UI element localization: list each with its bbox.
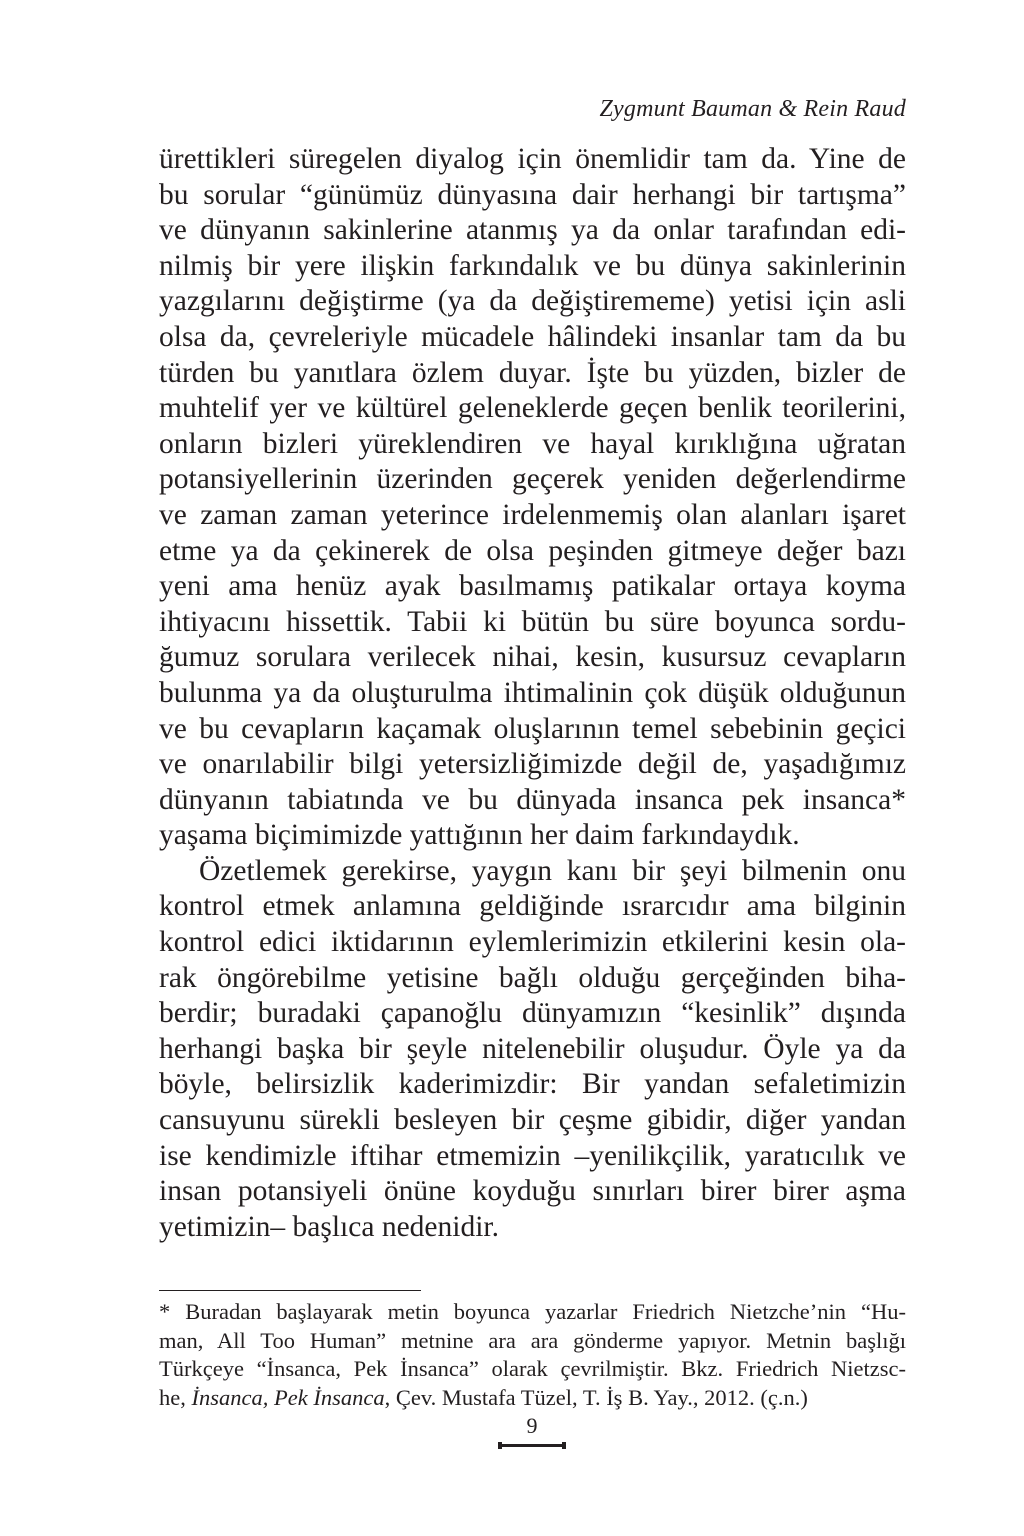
folio-ornament-icon [498, 1442, 566, 1448]
text-line: olsa da, çevreleriyle mücadele hâlindeki insanlar tam da bu [159, 320, 906, 353]
text-line: dünyanın tabiatında ve bu dünyada insanca pek insanca* [159, 783, 906, 816]
text-line: etme ya da çekinerek de olsa peşinden gitmeye değer bazı [159, 534, 906, 567]
text-line: yetimizin– başlıca nedenidir. [159, 1210, 499, 1243]
folio-cap-left [498, 1442, 502, 1449]
text-line: yaşama biçimimizde yattığının her daim farkındaydık. [159, 819, 800, 852]
text-line: onların bizleri yüreklendiren ve hayal kırıklığına uğratan [159, 427, 906, 460]
paragraph-1 [159, 142, 906, 854]
footnote-line: Türkçeye “İnsanca, Pek İnsanca” olarak çevrilmiştir. Bkz. Friedrich Nietzsc- [159, 1356, 906, 1381]
text-line: herhangi başka bir şeyle nitelenebilir oluşudur. Öyle ya da [159, 1032, 906, 1065]
footnote-line: man, All Too Human” metnine ara ara gönderme yapıyor. Metnin başlığı [159, 1327, 906, 1353]
body-text [159, 142, 906, 1245]
text-line: insan potansiyeli önüne koyduğu sınırları birer birer aşma [159, 1175, 906, 1208]
text-line: böyle, belirsizlik kaderimizdir: Bir yandan sefaletimizin [159, 1068, 906, 1101]
text-line: ve zaman zaman yeterince irdelenmemiş olan alanları işaret [159, 498, 906, 531]
text-line: berdir; buradaki çapanoğlu dünyamızın “kesinlik” dışında [159, 997, 906, 1030]
text-line: ğumuz sorulara verilecek nihai, kesin, kusursuz cevapların [159, 641, 906, 674]
page-number: 9 [526, 1413, 538, 1438]
running-header: Zygmunt Bauman & Rein Raud [599, 96, 906, 122]
text-line: cansuyunu sürekli besleyen bir çeşme gibidir, diğer yandan [159, 1104, 906, 1137]
text-line: ihtiyacını hissettik. Tabii ki bütün bu süre boyunca sordu- [159, 605, 906, 638]
text-line: ise kendimizle iftihar etmemizin –yenilikçilik, yaratıcılık ve [159, 1139, 906, 1172]
footnote-book-title: İnsanca, Pek İnsanca [191, 1384, 385, 1410]
footnote-text: he, [159, 1384, 192, 1410]
text-line: ve dünyanın sakinlerine atanmış ya da onlar tarafından edi- [159, 214, 906, 247]
text-line: kontrol edici iktidarının eylemlerimizin etkilerini kesin ola- [159, 926, 906, 959]
text-line: muhtelif yer ve kültürel geleneklerde geçen benlik teorilerini, [159, 392, 906, 425]
text-line: bu sorular “günümüz dünyasına dair herhangi bir tartışma” [159, 178, 906, 211]
text-line: bulunma ya da oluşturulma ihtimalinin çok düşük olduğunun [159, 676, 906, 709]
footnote-line [159, 1384, 906, 1413]
text-line: ve onarılabilir bilgi yetersizliğimizde değil de, yaşadığımız [159, 748, 906, 781]
text-line: yazgılarını değiştirme (ya da değiştirememe) yetisi için asli [159, 285, 906, 318]
text-line: ürettikleri süregelen diyalog için önemlidir tam da. Yine de [159, 143, 906, 175]
footnote-text: , Çev. Mustafa Tüzel, T. İş B. Yay., 2012. (ç.n.) [384, 1384, 808, 1410]
text-line: Özetlemek gerekirse, yaygın kanı bir şeyi bilmenin onu [199, 854, 906, 887]
text-line: nilmiş bir yere ilişkin farkındalık ve bu dünya sakinlerinin [159, 249, 906, 282]
text-line: potansiyellerinin üzerinden geçerek yeniden değerlendirme [159, 463, 906, 496]
footnote-line: * Buradan başlayarak metin boyunca yazarlar Friedrich Nietzche’nin “Hu- [159, 1299, 906, 1324]
text-line: kontrol etmek anlamına geldiğinde ısrarcıdır ama bilginin [159, 890, 906, 923]
text-line: yeni ama henüz ayak basılmamış patikalar ortaya koyma [159, 570, 906, 603]
page-folio [498, 1414, 566, 1448]
paragraph-2 [159, 854, 906, 1246]
footnote [159, 1298, 906, 1412]
text-line: ve bu cevapların kaçamak oluşlarının temel sebebinin geçici [159, 712, 906, 745]
folio-bar [498, 1444, 566, 1447]
footnote-divider [159, 1290, 421, 1291]
folio-cap-right [562, 1442, 566, 1449]
text-line: türden bu yanıtlara özlem duyar. İşte bu yüzden, bizler de [159, 356, 906, 389]
text-line: rak öngörebilme yetisine bağlı olduğu gerçeğinden biha- [159, 961, 906, 994]
